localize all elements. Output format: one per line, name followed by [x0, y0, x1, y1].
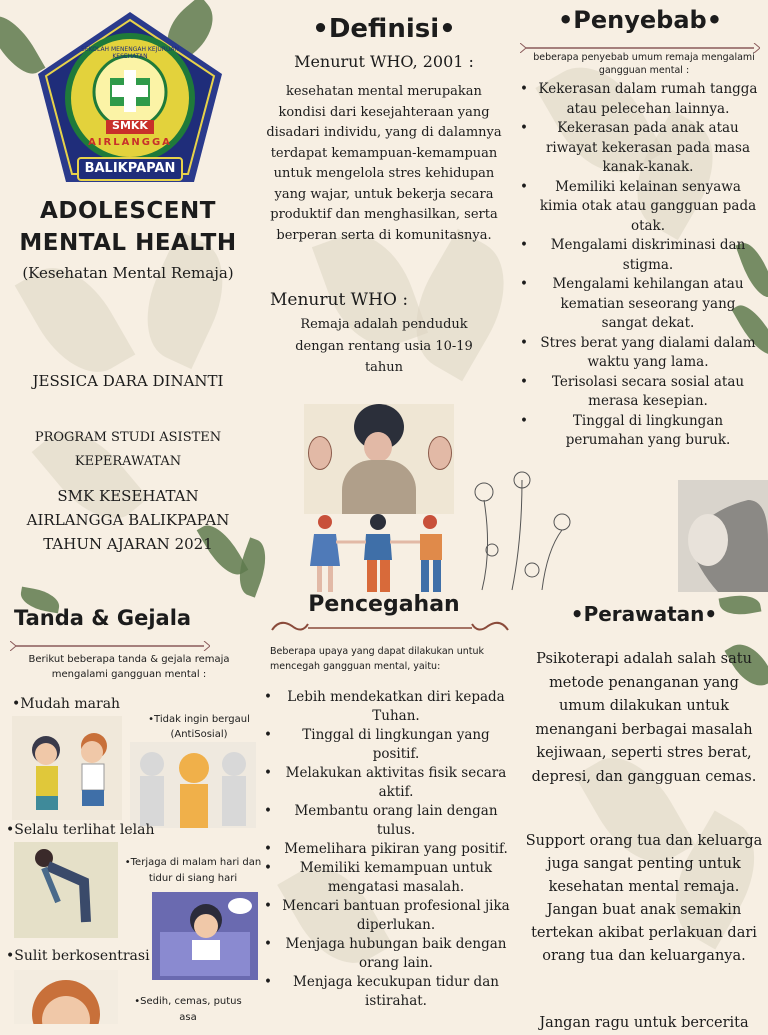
penyebab-item: • Mengalami kehilangan atau kematian seseorang yang sangat dekat. — [518, 275, 760, 334]
penyebab-item: • Kekerasan pada anak atau riwayat kekerasan pada masa kanak-kanak. — [518, 119, 760, 178]
person-face — [364, 432, 392, 462]
pencegahan-item: • Mencari bantuan profesional jika diperlukan. — [262, 897, 512, 935]
definisi-text2: Remaja adalah penduduk dengan rentang usia 10-19 tahun — [295, 317, 473, 375]
children-illustration — [300, 514, 458, 594]
flowers-illustration — [462, 470, 582, 595]
symptom-antisocial: •Tidak ingin bergaul (AntiSosial) — [148, 714, 250, 740]
penyebab-item: • Tinggal di lingkungan perumahan yang buruk. — [518, 412, 760, 451]
program-line1: PROGRAM STUDI ASISTEN — [34, 430, 222, 445]
title-subtitle: (Kesehatan Mental Remaja) — [22, 264, 234, 282]
pencegahan-item: • Melakukan aktivitas fisik secara aktif. — [262, 764, 512, 802]
perawatan-text1: Psikoterapi adalah salah satu metode penanganan yang umum dilakukan untuk menangani berbagai masalah kejiwaan, seperti stres berat, depresi, dan gangguan cemas. — [531, 651, 757, 785]
logo-smkk-text: SMKK — [112, 119, 148, 132]
arrow-divider — [520, 38, 760, 48]
definisi-source1: Menurut WHO, 2001 : — [294, 52, 474, 71]
angry-kids-image — [12, 716, 122, 820]
tired-person-image — [14, 842, 118, 938]
pencegahan-heading: Pencegahan — [308, 592, 460, 617]
ornament-divider — [268, 612, 512, 642]
definisi-source2: Menurut WHO : — [270, 290, 409, 310]
penyebab-heading: •Penyebab• — [557, 6, 723, 34]
symptom-concentrate: •Sulit berkosentrasi — [6, 948, 150, 964]
woman-sketch-image — [678, 480, 768, 592]
symptom-sleep: •Terjaga di malam hari dan tidur di siang hari — [124, 857, 262, 884]
school-year: TAHUN AJARAN 2021 — [43, 535, 213, 553]
pencegahan-item: • Menjaga kecukupan tidur dan istirahat. — [262, 973, 512, 1011]
arrow-divider — [10, 636, 210, 646]
perawatan-text3: Jangan ragu untuk bercerita — [539, 1015, 749, 1031]
penyebab-item: • Terisolasi secara sosial atau merasa kesepian. — [518, 373, 760, 412]
pencegahan-item: • Membantu orang lain dengan tulus. — [262, 802, 512, 840]
pencegahan-item: • Menjaga hubungan baik dengan orang lain. — [262, 935, 512, 973]
title-line2: MENTAL HEALTH — [19, 230, 237, 256]
pencegahan-intro: Beberapa upaya yang dapat dilakukan untuk mencegah gangguan mental, yaitu: — [270, 646, 484, 672]
logo-name-text: AIRLANGGA — [88, 137, 172, 148]
school-line1: SMK KESEHATAN — [57, 487, 199, 505]
pencegahan-item: • Memiliki kemampuan untuk mengatasi masalah. — [262, 859, 512, 897]
pencegahan-item: • Lebih mendekatkan diri kepada Tuhan. — [262, 688, 512, 726]
penyebab-item: • Kekerasan dalam rumah tangga atau pelecehan lainnya. — [518, 80, 760, 119]
program-line2: KEPERAWATAN — [74, 454, 182, 469]
perawatan-text2: Support orang tua dan keluarga juga sangat penting untuk kesehatan mental remaja. Jangan buat anak semakin tertekan akibat perlakuan dari orang tua dan keluarganya. — [525, 833, 763, 964]
masks-illustration — [304, 404, 454, 514]
logo-top-text: SEKOLAH MENENGAH KEJURUAN KESEHATAN — [81, 46, 179, 60]
school-logo — [34, 10, 226, 190]
antisocial-image — [130, 742, 256, 828]
title-line1: ADOLESCENT — [40, 198, 216, 224]
pencegahan-item: • Tinggal di lingkungan yang positif. — [262, 726, 512, 764]
penyebab-intro: beberapa penyebab umum remaja mengalami gangguan mental : — [533, 52, 755, 76]
confused-girl-image — [14, 970, 118, 1024]
tanda-heading: Tanda & Gejala — [14, 606, 192, 630]
penyebab-list — [518, 80, 760, 451]
person-body — [342, 460, 416, 514]
penyebab-item: • Stres berat yang dialami dalam waktu yang lama. — [518, 334, 760, 373]
mask-left — [308, 436, 332, 470]
insomnia-image — [152, 892, 258, 980]
perawatan-heading: •Perawatan• — [570, 602, 718, 626]
school-line2: AIRLANGGA BALIKPAPAN — [26, 511, 230, 529]
symptom-irritable: •Mudah marah — [12, 696, 121, 712]
definisi-text1: kesehatan mental merupakan kondisi dari kesejahteraan yang disadari individu, yang di dalamnya terdapat kemampuan-kemampuan untuk mengelola stres kehidupan yang wajar, untuk bekerja secara produktif dan menghasilkan, serta berperan serta di komunitasnya. — [266, 84, 502, 243]
symptom-tired: •Selalu terlihat lelah — [6, 822, 155, 838]
author-name: JESSICA DARA DINANTI — [32, 372, 224, 390]
logo-banner-text: BALIKPAPAN — [84, 161, 176, 176]
penyebab-item: • Mengalami diskriminasi dan stigma. — [518, 236, 760, 275]
pencegahan-item: • Memelihara pikiran yang positif. — [262, 840, 512, 859]
mask-right — [428, 436, 452, 470]
symptom-sad: •Sedih, cemas, putus asa — [134, 996, 242, 1023]
pencegahan-list — [262, 688, 512, 1011]
tanda-intro: Berikut beberapa tanda & gejala remaja mengalami gangguan mental : — [28, 654, 230, 680]
definisi-heading: •Definisi• — [312, 14, 456, 44]
penyebab-item: • Memiliki kelainan senyawa kimia otak atau gangguan pada otak. — [518, 178, 760, 237]
